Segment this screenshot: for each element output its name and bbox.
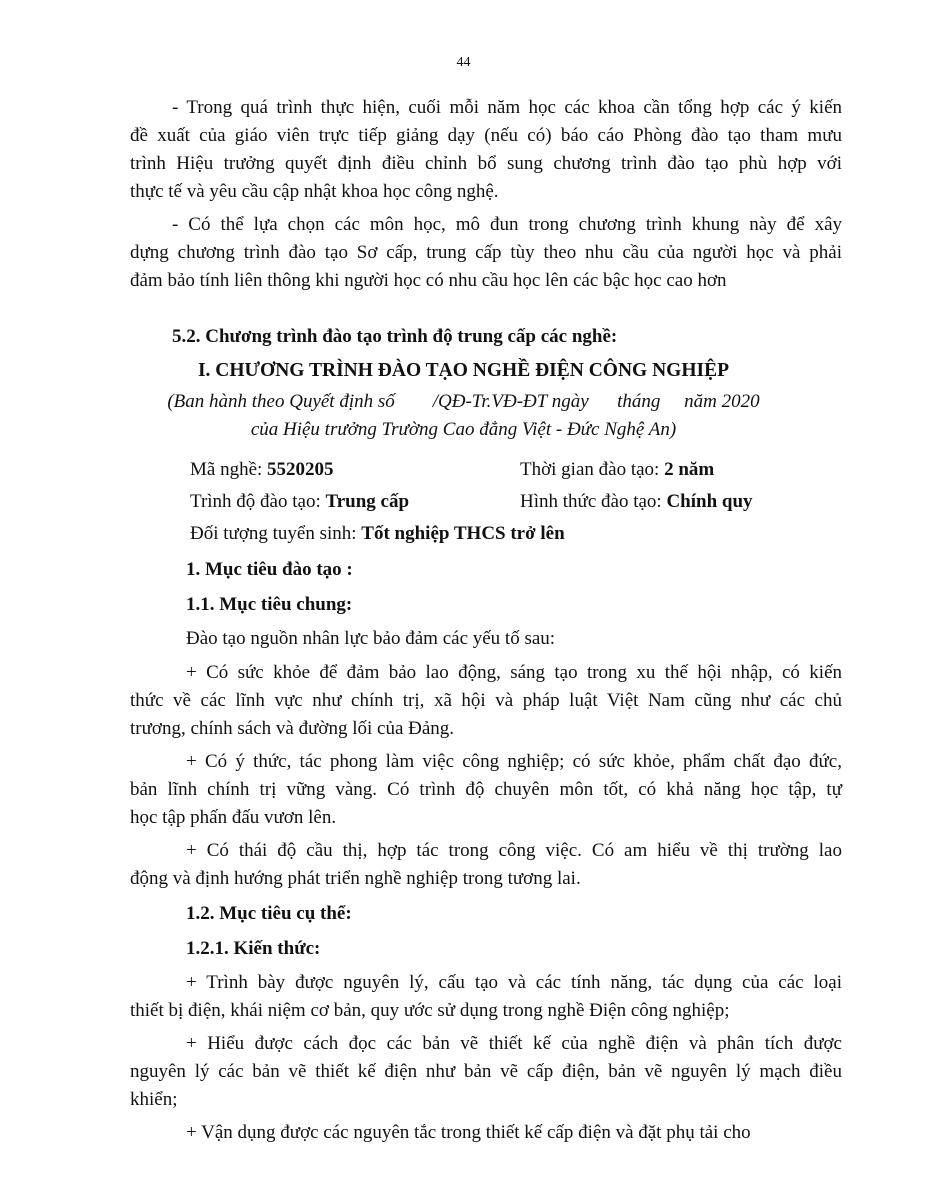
- duration-label: Thời gian đào tạo:: [520, 459, 665, 480]
- general-item-2-line-2: bản lĩnh chính trị vững vàng. Có trình độ chuyên môn tốt, có khả năng học tập, tự: [130, 779, 842, 800]
- heading-1: 1. Mục tiêu đào tạo :: [186, 559, 353, 580]
- target-value: Tốt nghiệp THCS trở lên: [361, 523, 565, 544]
- target-row: [190, 520, 565, 548]
- knowledge-item-2-line-1: + Hiểu được cách đọc các bản vẽ thiết kế của nghề điện và phân tích được: [186, 1033, 842, 1054]
- general-intro: Đào tạo nguồn nhân lực bảo đảm các yếu tố sau:: [186, 628, 556, 649]
- target-label: Đối tượng tuyển sinh:: [190, 523, 362, 544]
- program-title: I. CHƯƠNG TRÌNH ĐÀO TẠO NGHỀ ĐIỆN CÔNG NGHIỆP: [197, 360, 730, 381]
- form-row: [520, 488, 753, 516]
- code-label: Mã nghề:: [190, 459, 268, 480]
- duration-value: 2 năm: [664, 459, 715, 480]
- general-item-3-line-2: động và định hướng phát triển nghề nghiệp trong tương lai.: [130, 868, 581, 889]
- form-label: Hình thức đào tạo:: [520, 491, 667, 512]
- knowledge-item-2-line-2: nguyên lý các bản vẽ thiết kế điện như bản vẽ cấp điện, bản vẽ nguyên lý mạch điều: [130, 1061, 842, 1082]
- knowledge-item-1-line-2: thiết bị điện, khái niệm cơ bản, quy ước sử dụng trong nghề Điện công nghiệp;: [130, 1000, 730, 1021]
- duration-row: [520, 456, 714, 484]
- code-row: [190, 456, 334, 484]
- intro-p2-line-3: đảm bảo tính liên thông khi người học có nhu cầu học lên các bậc học cao hơn: [130, 270, 727, 291]
- intro-p1-line-3: trình Hiệu trưởng quyết định điều chỉnh bổ sung chương trình đào tạo phù hợp với: [130, 153, 842, 174]
- intro-p2-line-2: dựng chương trình đào tạo Sơ cấp, trung cấp tùy theo nhu cầu của người học và phải: [130, 242, 842, 263]
- intro-p2-line-1: - Có thể lựa chọn các môn học, mô đun trong chương trình khung này để xây: [172, 214, 842, 235]
- general-item-2-line-3: học tập phấn đấu vươn lên.: [130, 807, 337, 828]
- decree-line-1: (Ban hành theo Quyết định số /QĐ-Tr.VĐ-ĐT ngày tháng năm 2020: [167, 391, 760, 412]
- intro-p1-line-1: - Trong quá trình thực hiện, cuối mỗi năm học các khoa cần tổng hợp các ý kiến: [172, 97, 842, 118]
- level-value: Trung cấp: [325, 491, 410, 512]
- heading-1-2: 1.2. Mục tiêu cụ thể:: [186, 903, 352, 924]
- general-item-1-line-1: + Có sức khỏe để đảm bảo lao động, sáng tạo trong xu thế hội nhập, có kiến: [186, 662, 842, 683]
- general-item-1-line-3: trương, chính sách và đường lối của Đảng.: [130, 718, 455, 739]
- general-item-3-line-1: + Có thái độ cầu thị, hợp tác trong công việc. Có am hiểu về thị trường lao: [186, 840, 842, 861]
- knowledge-item-3-line-1: + Vận dụng được các nguyên tắc trong thiết kế cấp điện và đặt phụ tải cho: [186, 1122, 751, 1143]
- page-number: 44: [456, 55, 471, 70]
- level-row: [190, 488, 409, 516]
- knowledge-item-2-line-3: khiển;: [130, 1089, 178, 1110]
- form-value: Chính quy: [666, 491, 753, 512]
- intro-p1-line-2: đề xuất của giáo viên trực tiếp giảng dạy (nếu có) báo cáo Phòng đào tạo tham mưu: [130, 125, 842, 146]
- general-item-1-line-2: thức về các lĩnh vực như chính trị, xã hội và pháp luật Việt Nam cũng như các chủ: [130, 690, 842, 711]
- heading-1-2-1: 1.2.1. Kiến thức:: [186, 938, 321, 959]
- knowledge-item-1-line-1: + Trình bày được nguyên lý, cấu tạo và các tính năng, tác dụng của các loại: [186, 972, 842, 993]
- code-value: 5520205: [267, 459, 334, 480]
- level-label: Trình độ đào tạo:: [190, 491, 326, 512]
- decree-line-2: của Hiệu trưởng Trường Cao đẳng Việt - Đức Nghệ An): [250, 419, 677, 440]
- heading-1-1: 1.1. Mục tiêu chung:: [186, 594, 353, 615]
- section-heading: 5.2. Chương trình đào tạo trình độ trung cấp các nghề:: [172, 326, 618, 347]
- general-item-2-line-1: + Có ý thức, tác phong làm việc công nghiệp; có sức khỏe, phẩm chất đạo đức,: [186, 751, 842, 772]
- intro-p1-line-4: thực tế và yêu cầu cập nhật khoa học công nghệ.: [130, 181, 499, 202]
